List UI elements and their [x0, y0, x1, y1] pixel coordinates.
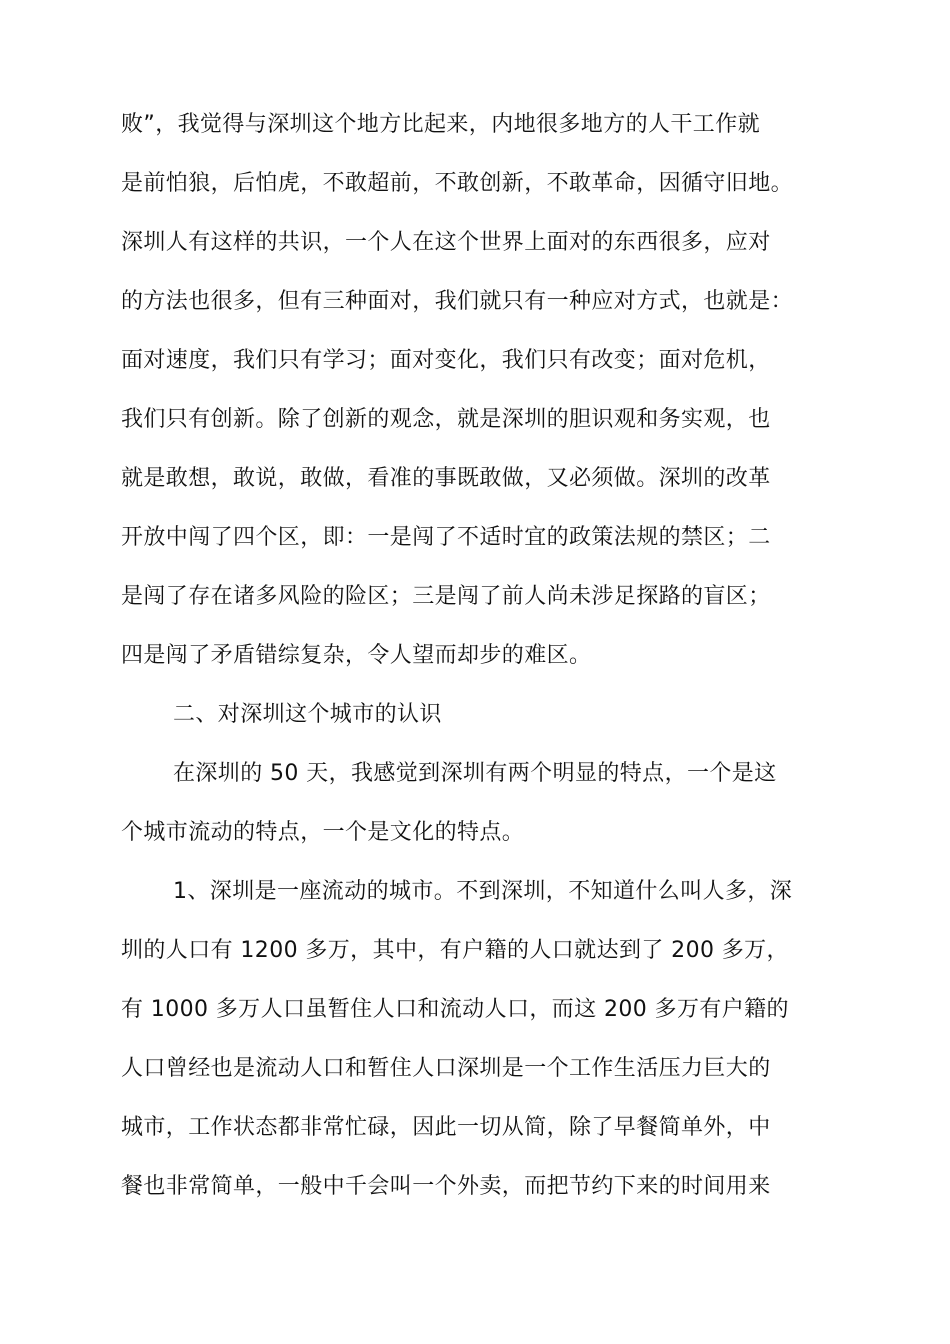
- text-line: 个城市流动的特点，一个是文化的特点。: [121, 820, 525, 845]
- text-line: 餐也非常简单，一般中千会叫一个外卖，而把节约下来的时间用来: [121, 1174, 771, 1199]
- text-line: 是前怕狼，后怕虎，不敢超前，不敢创新，不敢革命，因循守旧地。: [121, 171, 794, 196]
- text-line: 败”，我觉得与深圳这个地方比起来，内地很多地方的人干工作就: [121, 112, 760, 137]
- text-line: 在深圳的 50 天，我感觉到深圳有两个明显的特点，一个是这: [173, 761, 777, 786]
- text-line: 有 1000 多万人口虽暂住人口和流动人口，而这 200 多万有户籍的: [121, 997, 789, 1022]
- text-line: 我们只有创新。除了创新的观念，就是深圳的胆识观和务实观，也: [121, 407, 771, 432]
- text-line: 四是闯了矛盾错综复杂，令人望而却步的难区。: [121, 643, 592, 668]
- text-line: 就是敢想，敢说，敢做，看准的事既敢做，又必须做。深圳的改革: [121, 466, 771, 491]
- text-line: 是闯了存在诸多风险的险区；三是闯了前人尚未涉足探路的盲区；: [121, 584, 771, 609]
- text-line: 面对速度，我们只有学习；面对变化，我们只有改变；面对危机，: [121, 348, 771, 373]
- text-line: 城市，工作状态都非常忙碌，因此一切从简，除了早餐简单外，中: [121, 1115, 771, 1140]
- text-line: 人口曾经也是流动人口和暂住人口深圳是一个工作生活压力巨大的: [121, 1056, 771, 1081]
- text-line: 圳的人口有 1200 多万，其中，有户籍的人口就达到了 200 多万，: [121, 938, 789, 963]
- text-line: 的方法也很多，但有三种面对，我们就只有一种应对方式，也就是：: [121, 289, 794, 314]
- text-line: 深圳人有这样的共识，一个人在这个世界上面对的东西很多，应对: [121, 230, 771, 255]
- text-line: 1、深圳是一座流动的城市。不到深圳，不知道什么叫人多，深: [173, 879, 793, 904]
- text-line: 开放中闯了四个区，即：一是闯了不适时宜的政策法规的禁区；二: [121, 525, 771, 550]
- section-heading: 二、对深圳这个城市的认识: [173, 702, 442, 727]
